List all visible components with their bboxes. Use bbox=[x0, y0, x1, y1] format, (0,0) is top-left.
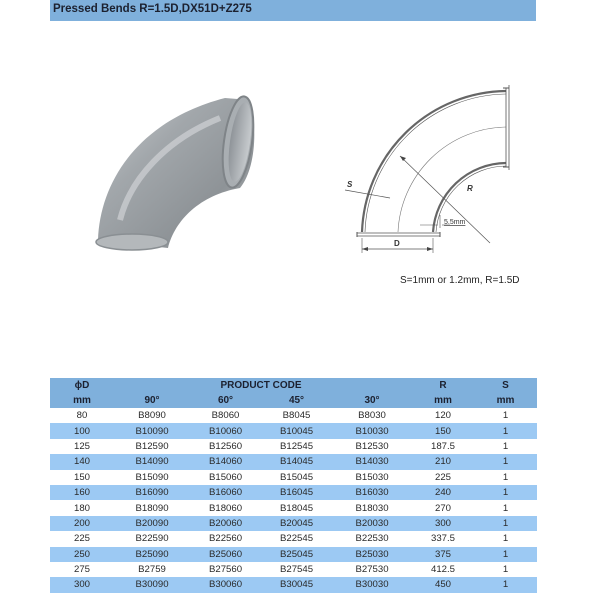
cell-code-30: B22530 bbox=[355, 533, 389, 545]
cell-thickness: 1 bbox=[474, 423, 537, 438]
table-row bbox=[50, 485, 537, 500]
cell-code-90: B10090 bbox=[114, 423, 190, 438]
table-row bbox=[50, 577, 537, 592]
cell-diameter: 180 bbox=[73, 502, 90, 514]
cell-thickness: 1 bbox=[502, 471, 509, 483]
cell-thickness: 1 bbox=[474, 454, 537, 469]
cell-radius: 120 bbox=[434, 410, 451, 422]
cell-code-90: B16090 bbox=[114, 485, 190, 500]
cell-diameter: 250 bbox=[50, 547, 114, 562]
cell-radius: 210 bbox=[412, 454, 474, 469]
cell-code-45: B15045 bbox=[279, 471, 314, 483]
product-code-table bbox=[50, 378, 537, 593]
cell-code-30: B8030 bbox=[358, 410, 386, 422]
cell-code-60: B10060 bbox=[190, 423, 261, 438]
cell-thickness: 1 bbox=[474, 577, 537, 592]
cell-code-90: B20090 bbox=[114, 516, 190, 531]
cell-code-90: B14090 bbox=[114, 454, 190, 469]
col-product-code: PRODUCT CODE bbox=[190, 378, 332, 393]
cell-code-45: B16045 bbox=[261, 485, 332, 500]
cell-thickness: 1 bbox=[474, 547, 537, 562]
cell-code-60: B25060 bbox=[190, 547, 261, 562]
cell-code-60: B14060 bbox=[190, 454, 261, 469]
diagram-caption: S=1mm or 1.2mm, R=1.5D bbox=[400, 275, 520, 286]
outer-wall bbox=[362, 91, 506, 232]
cell-code-30: B20030 bbox=[332, 516, 412, 531]
cell-diameter: 300 bbox=[50, 577, 114, 592]
col-angle-60: 60° bbox=[190, 393, 261, 408]
cell-thickness: 1 bbox=[502, 533, 509, 545]
cell-code-60: B30060 bbox=[190, 577, 261, 592]
cell-thickness: 1 bbox=[474, 516, 537, 531]
cell-thickness: 1 bbox=[502, 410, 509, 422]
table-header-row-2 bbox=[50, 393, 537, 408]
table-row bbox=[50, 408, 537, 423]
cell-code-45: B27545 bbox=[279, 564, 314, 576]
col-diameter: ϕD bbox=[50, 378, 114, 393]
cell-code-90: B15090 bbox=[135, 471, 169, 483]
cell-code-45: B25045 bbox=[261, 547, 332, 562]
table-row bbox=[50, 547, 537, 562]
cell-thickness: 1 bbox=[502, 502, 509, 514]
cell-code-90: B2759 bbox=[138, 564, 166, 576]
col-angle-90: 90° bbox=[114, 393, 190, 408]
table-row bbox=[50, 423, 537, 438]
cell-diameter: 80 bbox=[76, 410, 88, 422]
cell-diameter: 125 bbox=[73, 440, 90, 452]
cell-code-30: B14030 bbox=[332, 454, 412, 469]
col-s-unit: mm bbox=[474, 393, 537, 408]
cell-code-30: B30030 bbox=[332, 577, 412, 592]
label-s: S bbox=[347, 180, 353, 189]
cell-radius: 150 bbox=[412, 423, 474, 438]
cell-code-30: B18030 bbox=[355, 502, 389, 514]
cell-code-30: B10030 bbox=[332, 423, 412, 438]
table-row bbox=[50, 500, 537, 515]
cell-code-60: B15060 bbox=[208, 471, 243, 483]
pressed-bend-photo bbox=[80, 70, 270, 270]
cell-code-90: B8090 bbox=[138, 410, 166, 422]
col-angle-30: 30° bbox=[332, 393, 412, 408]
cell-code-30: B27530 bbox=[355, 564, 389, 576]
cell-radius: 240 bbox=[412, 485, 474, 500]
cell-radius: 337.5 bbox=[430, 533, 455, 545]
cell-code-30: B15030 bbox=[355, 471, 389, 483]
centerline bbox=[398, 127, 506, 232]
table-header-row-1 bbox=[50, 378, 537, 393]
table-row bbox=[50, 562, 537, 577]
col-s: S bbox=[474, 378, 537, 393]
cell-diameter: 150 bbox=[73, 471, 90, 483]
cell-code-90: B18090 bbox=[135, 502, 169, 514]
cell-code-30: B12530 bbox=[355, 440, 389, 452]
cell-diameter: 140 bbox=[50, 454, 114, 469]
cell-radius: 412.5 bbox=[430, 564, 455, 576]
table-row bbox=[50, 516, 537, 531]
cell-code-45: B8045 bbox=[282, 410, 311, 422]
cell-code-45: B22545 bbox=[279, 533, 314, 545]
cell-code-45: B18045 bbox=[279, 502, 314, 514]
cell-diameter: 225 bbox=[73, 533, 90, 545]
col-angle-45: 45° bbox=[261, 393, 332, 408]
cell-radius: 375 bbox=[412, 547, 474, 562]
cell-code-30: B25030 bbox=[332, 547, 412, 562]
cell-diameter: 100 bbox=[50, 423, 114, 438]
table-row bbox=[50, 454, 537, 469]
cell-thickness: 1 bbox=[474, 485, 537, 500]
cell-code-60: B16060 bbox=[190, 485, 261, 500]
cell-code-90: B12590 bbox=[135, 440, 169, 452]
cell-code-45: B14045 bbox=[261, 454, 332, 469]
cell-code-45: B20045 bbox=[261, 516, 332, 531]
col-r: R bbox=[412, 378, 474, 393]
cell-code-60: B22560 bbox=[208, 533, 243, 545]
cell-code-90: B22590 bbox=[135, 533, 169, 545]
cell-code-90: B25090 bbox=[114, 547, 190, 562]
cell-diameter: 160 bbox=[50, 485, 114, 500]
table-row bbox=[50, 531, 537, 546]
page-title: Pressed Bends R=1.5D,DX51D+Z275 bbox=[50, 0, 536, 21]
col-r-unit: mm bbox=[412, 393, 474, 408]
cell-code-30: B16030 bbox=[332, 485, 412, 500]
col-diameter-unit: mm bbox=[50, 393, 114, 408]
table-row bbox=[50, 470, 537, 485]
cell-code-60: B27560 bbox=[208, 564, 243, 576]
cell-code-60: B12560 bbox=[208, 440, 243, 452]
cell-code-60: B20060 bbox=[190, 516, 261, 531]
cell-thickness: 1 bbox=[502, 440, 509, 452]
cell-code-45: B30045 bbox=[261, 577, 332, 592]
cell-radius: 270 bbox=[434, 502, 451, 514]
cell-diameter: 275 bbox=[73, 564, 90, 576]
cell-radius: 187.5 bbox=[430, 440, 455, 452]
bottom-opening bbox=[96, 234, 168, 250]
cell-radius: 300 bbox=[412, 516, 474, 531]
cell-code-45: B12545 bbox=[279, 440, 314, 452]
cell-code-45: B10045 bbox=[261, 423, 332, 438]
cell-radius: 225 bbox=[434, 471, 451, 483]
cell-code-90: B30090 bbox=[114, 577, 190, 592]
cell-radius: 450 bbox=[412, 577, 474, 592]
cell-thickness: 1 bbox=[502, 564, 509, 576]
table-row bbox=[50, 439, 537, 454]
technical-drawing bbox=[340, 70, 550, 270]
label-r: R bbox=[467, 184, 473, 193]
label-flange: 5.5mm bbox=[444, 219, 466, 226]
cell-code-60: B18060 bbox=[208, 502, 243, 514]
label-d: D bbox=[394, 239, 400, 248]
cell-diameter: 200 bbox=[50, 516, 114, 531]
cell-code-60: B8060 bbox=[211, 410, 240, 422]
